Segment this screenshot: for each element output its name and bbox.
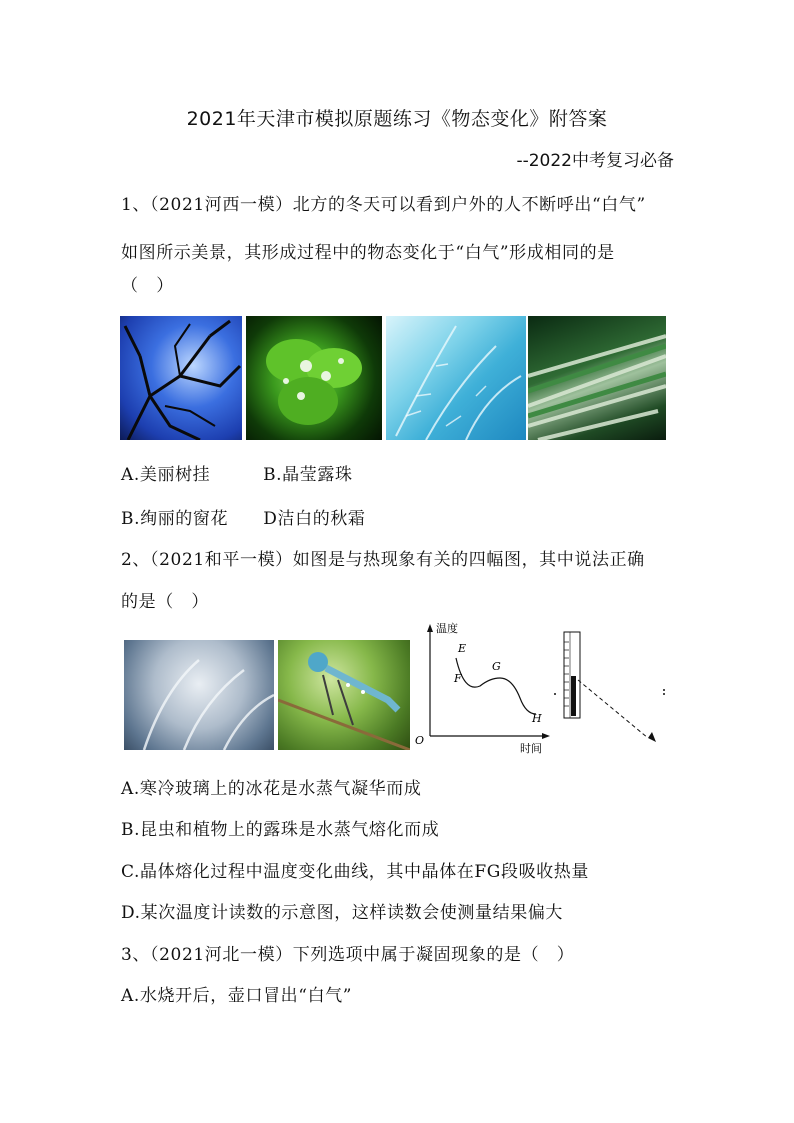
graph-point-e: E (458, 642, 467, 655)
q2-stem-line1: 2、（2021和平一模）如图是与热现象有关的四幅图，其中说法正确 (121, 550, 645, 570)
graph-origin-label: O (415, 734, 425, 747)
q2-option-d: D.某次温度计读数的示意图，这样读数会使测量结果偏大 (121, 903, 564, 923)
page-title: 2021年天津市模拟原题练习《物态变化》附答案 (186, 108, 608, 130)
q2-option-a: A.寒冷玻璃上的冰花是水蒸气凝华而成 (121, 779, 422, 799)
q2-stem-line2: 的是（ ） (121, 592, 209, 612)
thermometer-reading-diagram (552, 628, 672, 756)
q2-option-b: B.昆虫和植物上的露珠是水蒸气熔化而成 (121, 820, 440, 840)
q1-stem-line1: 1、（2021河西一模）北方的冬天可以看到户外的人不断呼出“白气” (121, 195, 646, 215)
autumn-frost-image (528, 316, 666, 440)
graph-x-label: 时间 (520, 742, 542, 755)
q3-stem: 3、（2021河北一模）下列选项中属于凝固现象的是（ ） (121, 945, 575, 965)
melting-curve-graph (412, 618, 557, 760)
page-subtitle: --2022中考复习必备 (516, 151, 674, 171)
ice-flower-image (124, 640, 274, 750)
q1-options-row1: A.美丽树挂 B.晶莹露珠 (121, 465, 353, 485)
tree-rime-image (120, 316, 242, 440)
q1-stem-line2: 如图所示美景，其形成过程中的物态变化于“白气”形成相同的是 (121, 243, 615, 263)
q1-options-row2: B.绚丽的窗花 D洁白的秋霜 (121, 509, 366, 529)
dew-drops-image (246, 316, 382, 440)
q3-option-a: A.水烧开后，壶口冒出“白气” (121, 986, 353, 1006)
q1-stem-blank: （ ） (121, 276, 174, 296)
graph-point-h: H (532, 712, 542, 725)
graph-point-g: G (492, 660, 501, 673)
q2-option-c: C.晶体熔化过程中温度变化曲线，其中晶体在FG段吸收热量 (121, 862, 589, 882)
graph-y-label: 温度 (436, 622, 458, 635)
dragonfly-dew-image (278, 640, 410, 750)
graph-point-f: F (454, 672, 462, 685)
window-frost-image (386, 316, 526, 440)
